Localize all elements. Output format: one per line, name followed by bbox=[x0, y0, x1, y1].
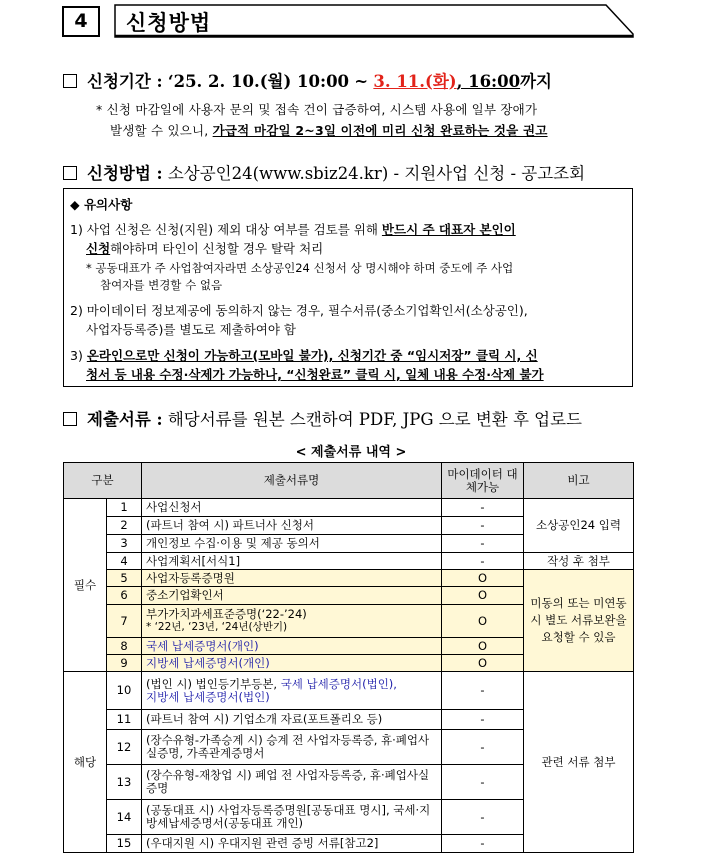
remark-related-docs: 관련 서류 첨부 bbox=[524, 672, 634, 853]
remark-attach-after-writing: 작성 후 첨부 bbox=[524, 553, 634, 570]
row-name-blue2: 지방세 납세증명서(법인) bbox=[146, 689, 270, 704]
row-mydata: - bbox=[442, 499, 524, 517]
row-no: 3 bbox=[107, 535, 142, 553]
row-name-main: 부가가치과세표준증명(‘22-’24) bbox=[146, 607, 307, 621]
table-header-row bbox=[64, 463, 634, 499]
row-mydata: O bbox=[442, 570, 524, 587]
row-mydata: - bbox=[442, 517, 524, 535]
remark-supplement-request: 미동의 또는 미연동 시 별도 서류보완을 요청할 수 있음 bbox=[524, 570, 634, 672]
row-name: (우대지원 시) 우대지원 관련 증빙 서류[참고2] bbox=[142, 835, 442, 853]
row-name: 국세 납세증명서(개인) bbox=[142, 638, 442, 655]
section-title: 신청방법 bbox=[126, 11, 212, 35]
period-suffix: 까지 bbox=[520, 72, 552, 91]
row-name: 중소기업확인서 bbox=[142, 587, 442, 605]
notice-title-row bbox=[70, 195, 132, 213]
period-note-bold: 가급적 마감일 2~3일 이전에 미리 신청 완료하는 것을 권고 bbox=[212, 123, 548, 138]
row-mydata: O bbox=[442, 638, 524, 655]
table-row bbox=[64, 499, 634, 517]
notice-item3-num: 3) bbox=[70, 348, 87, 363]
diamond-bullet-icon: ◆ bbox=[70, 197, 80, 212]
row-mydata: O bbox=[442, 655, 524, 672]
period-start: ‘25. 2. 10.(월) 10:00 bbox=[167, 72, 350, 91]
notice-item1-post: 해야하며 타인이 신청할 경우 탈락 처리 bbox=[110, 241, 324, 256]
row-name: (장수유형-재창업 시) 폐업 전 사업자등록증, 휴·폐업사실증명 bbox=[142, 765, 442, 800]
submit-line bbox=[63, 406, 582, 430]
table-row bbox=[64, 570, 634, 587]
row-no: 12 bbox=[107, 730, 142, 765]
row-name bbox=[142, 672, 442, 710]
notice-box bbox=[63, 188, 633, 387]
table-row bbox=[64, 553, 634, 570]
header-category: 구분 bbox=[64, 463, 142, 499]
notice-item1-pre: 1) 사업 신청은 신청(지원) 제외 대상 여부를 검토를 위해 bbox=[70, 222, 382, 237]
checkbox-square-icon bbox=[63, 412, 77, 426]
row-mydata: - bbox=[442, 710, 524, 730]
header-remark: 비고 bbox=[524, 463, 634, 499]
row-name: (파트너 참여 시) 기업소개 자료(포트폴리오 등) bbox=[142, 710, 442, 730]
method-line bbox=[63, 160, 585, 184]
notice-item2-line2: 사업자등록증)를 별도로 제출하여야 함 bbox=[86, 322, 296, 337]
documents-table bbox=[63, 462, 634, 853]
row-name bbox=[142, 605, 442, 638]
header-mydata: 마이데이터 대체가능 bbox=[442, 463, 524, 499]
row-no: 6 bbox=[107, 587, 142, 605]
notice-item3-text1: 온라인으로만 신청이 가능하고(모바일 불가), 신청기간 중 “임시저장” 클릭 시, 신 bbox=[86, 348, 538, 363]
period-tilde: ~ bbox=[354, 72, 369, 91]
row-no: 10 bbox=[107, 672, 142, 710]
row-no: 14 bbox=[107, 800, 142, 835]
period-note-line1: * 신청 마감일에 사용자 문의 및 접속 건이 급증하여, 시스템 사용에 일부 장애가 bbox=[96, 102, 538, 117]
notice-item3-line2: 청서 등 내용 수정·삭제가 가능하나, “신청완료” 클릭 시, 일체 내용 수정·삭제 불가 bbox=[86, 367, 544, 382]
notice-item1-bold: 반드시 주 대표자 본인이 bbox=[381, 222, 516, 237]
row-mydata: O bbox=[442, 587, 524, 605]
row-name: 개인정보 수집·이용 및 제공 동의서 bbox=[142, 535, 442, 553]
row-name: 사업계획서[서식1] bbox=[142, 553, 442, 570]
row-mydata: - bbox=[442, 765, 524, 800]
row-name: 지방세 납세증명서(개인) bbox=[142, 655, 442, 672]
notice-item3-line1 bbox=[70, 346, 538, 364]
row-mydata: - bbox=[442, 672, 524, 710]
checkbox-square-icon bbox=[63, 166, 77, 180]
submit-label: 제출서류 : bbox=[87, 410, 163, 429]
notice-item1-sub2: 참여자를 변경할 수 없음 bbox=[100, 278, 223, 292]
row-mydata: - bbox=[442, 730, 524, 765]
period-end-time: , 16:00 bbox=[456, 72, 521, 91]
notice-item1-bold2: 신청 bbox=[86, 241, 111, 256]
row-no: 1 bbox=[107, 499, 142, 517]
row-name-sub: * ‘22년, ‘23년, ‘24년(상반기) bbox=[146, 621, 288, 633]
notice-title: 유의사항 bbox=[83, 197, 133, 212]
section-number: 4 bbox=[62, 6, 100, 37]
notice-item1-cont bbox=[86, 239, 323, 257]
row-no: 2 bbox=[107, 517, 142, 535]
row-name: (파트너 참여 시) 파트너사 신청서 bbox=[142, 517, 442, 535]
checkbox-square-icon bbox=[63, 74, 77, 88]
row-name-pre: (법인 시) 법인등기부등본, bbox=[146, 676, 281, 691]
category-required: 필수 bbox=[64, 499, 107, 672]
header-doc-name: 제출서류명 bbox=[142, 463, 442, 499]
row-no: 15 bbox=[107, 835, 142, 853]
notice-item2-line1: 2) 마이데이터 정보제공에 동의하지 않는 경우, 필수서류(중소기업확인서(소상공인), bbox=[70, 303, 528, 318]
table-row bbox=[64, 672, 634, 710]
table-caption: < 제출서류 내역 > bbox=[295, 445, 407, 460]
row-name: 사업신청서 bbox=[142, 499, 442, 517]
period-note-line2 bbox=[110, 121, 548, 139]
row-mydata: - bbox=[442, 800, 524, 835]
period-line bbox=[63, 68, 552, 92]
row-no: 9 bbox=[107, 655, 142, 672]
notice-item1 bbox=[70, 220, 516, 238]
period-label: 신청기간 : bbox=[87, 72, 163, 91]
section-title-box bbox=[114, 4, 634, 38]
method-label: 신청방법 : bbox=[87, 164, 163, 183]
row-mydata: - bbox=[442, 835, 524, 853]
row-name-blue1: 국세 납세증명서(법인), bbox=[280, 676, 397, 691]
row-name: (장수유형-가족승계 시) 승계 전 사업자등록증, 휴·폐업사실증명, 가족관계증명서 bbox=[142, 730, 442, 765]
row-no: 8 bbox=[107, 638, 142, 655]
row-no: 13 bbox=[107, 765, 142, 800]
category-applicable: 해당 bbox=[64, 672, 107, 853]
period-end-date: 3. 11.(화) bbox=[373, 72, 457, 91]
row-name: (공동대표 시) 사업자등록증명원[공동대표 명시], 국세·지방세납세증명서(공동대표 개인) bbox=[142, 800, 442, 835]
row-mydata: - bbox=[442, 553, 524, 570]
row-no: 11 bbox=[107, 710, 142, 730]
remark-sbiz24-input: 소상공인24 입력 bbox=[524, 499, 634, 553]
submit-text: 해당서류를 원본 스캔하여 PDF, JPG 으로 변환 후 업로드 bbox=[167, 410, 582, 429]
row-no: 7 bbox=[107, 605, 142, 638]
row-no: 5 bbox=[107, 570, 142, 587]
period-note-plain: 발생할 수 있으니, bbox=[110, 123, 213, 138]
notice-item1-sub1: * 공동대표가 주 사업참여자라면 소상공인24 신청서 상 명시해야 하며 중도에 주 사업 bbox=[86, 261, 514, 275]
row-mydata: - bbox=[442, 535, 524, 553]
row-name: 사업자등록증명원 bbox=[142, 570, 442, 587]
method-text: 소상공인24(www.sbiz24.kr) - 지원사업 신청 - 공고조회 bbox=[167, 164, 586, 183]
row-no: 4 bbox=[107, 553, 142, 570]
row-mydata: O bbox=[442, 605, 524, 638]
